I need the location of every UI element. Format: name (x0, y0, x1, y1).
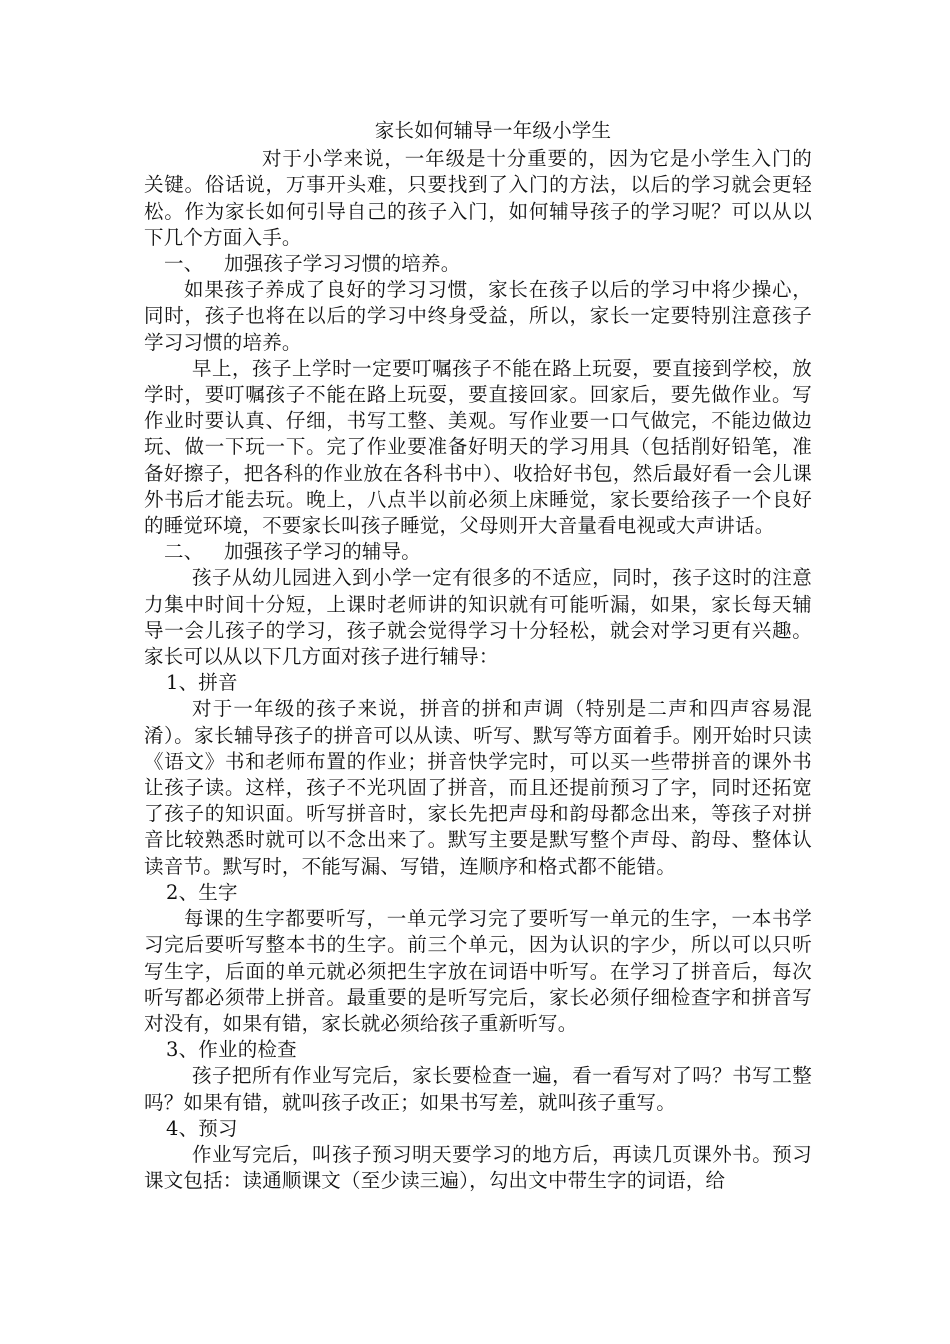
item-3-heading: 3、作业的检查 (166, 1038, 297, 1062)
item-4-heading: 4、预习 (166, 1116, 238, 1140)
section-1-heading (144, 251, 812, 277)
document-page (144, 118, 812, 1194)
item-2-paragraph: 每课的生字都要听写，一单元学习完了要听写一单元的生字，一本书学习完后要听写整本书的生字。前三个单元，因为认识的字少，所以可以只听写生字，后面的单元就必须把生字放在词语中听写。在学习了拼音后，每次听写都必须带上拼音。最重要的是听写完后，家长必须仔细检查字和拼音写对没有，如果有错，家长就必须给孩子重新听写。 (144, 907, 812, 1035)
section-1-number: 一、 (164, 252, 204, 276)
section-1-paragraph-1: 如果孩子养成了良好的学习习惯，家长在孩子以后的学习中将少操心，同时，孩子也将在以后的学习中终身受益，所以，家长一定要特别注意孩子学习习惯的培养。 (144, 278, 812, 354)
intro-paragraph: 对于小学来说，一年级是十分重要的，因为它是小学生入门的关键。俗话说，万事开头难，只要找到了入门的方法，以后的学习就会更轻松。作为家长如何引导自己的孩子入门，如何辅导孩子的学习呢？可以从以下几个方面入手。 (144, 147, 812, 249)
item-3-paragraph: 孩子把所有作业写完后，家长要检查一遍，看一看写对了吗？书写工整吗？如果有错，就叫孩子改正；如果书写差，就叫孩子重写。 (144, 1064, 812, 1114)
item-1-paragraph: 对于一年级的孩子来说，拼音的拼和声调（特别是二声和四声容易混淆）。家长辅导孩子的拼音可以从读、听写、默写等方面着手。刚开始时只读《语文》书和老师布置的作业；拼音快学完时，可以买一些带拼音的课外书让孩子读。这样，孩子不光巩固了拼音，而且还提前预习了字，同时还拓宽了孩子的知识面。听写拼音时，家长先把声母和韵母都念出来，等孩子对拼音比较熟悉时就可以不念出来了。默写主要是默写整个声母、韵母、整体认读音节。默写时，不能写漏、写错，连顺序和格式都不能错。 (144, 697, 812, 878)
section-1-paragraph-2: 早上，孩子上学时一定要叮嘱孩子不能在路上玩耍，要直接到学校，放学时，要叮嘱孩子不能在路上玩耍，要直接回家。回家后，要先做作业。写作业时要认真、仔细，书写工整、美观。写作业要一口气做完，不能边做边玩、做一下玩一下。完了作业要准备好明天的学习用具（包括削好铅笔，准备好擦子，把各科的作业放在各科书中）、收拾好书包，然后最好看一会儿课外书后才能去玩。晚上，八点半以前必须上床睡觉，家长要给孩子一个良好的睡觉环境，不要家长叫孩子睡觉，父母则开大音量看电视或大声讲话。 (144, 356, 812, 538)
document-title: 家长如何辅导一年级小学生 (374, 119, 612, 142)
section-2-title: 加强孩子学习的辅导。 (224, 540, 422, 564)
item-1-heading: 1、拼音 (166, 671, 238, 695)
section-2-paragraph-1: 孩子从幼儿园进入到小学一定有很多的不适应，同时，孩子这时的注意力集中时间十分短，上课时老师讲的知识就有可能听漏，如果，家长每天辅导一会儿孩子的学习，孩子就会觉得学习十分轻松，就会对学习更有兴趣。家长可以从以下几方面对孩子进行辅导： (144, 566, 812, 669)
item-4-paragraph: 作业写完后，叫孩子预习明天要学习的地方后，再读几页课外书。预习课文包括：读通顺课文（至少读三遍），勾出文中带生字的词语，给 (144, 1142, 812, 1193)
section-1-title: 加强孩子学习习惯的培养。 (224, 252, 461, 276)
section-2-number: 二、 (164, 540, 204, 564)
section-2-heading (144, 539, 812, 565)
item-2-heading: 2、生字 (166, 880, 238, 904)
